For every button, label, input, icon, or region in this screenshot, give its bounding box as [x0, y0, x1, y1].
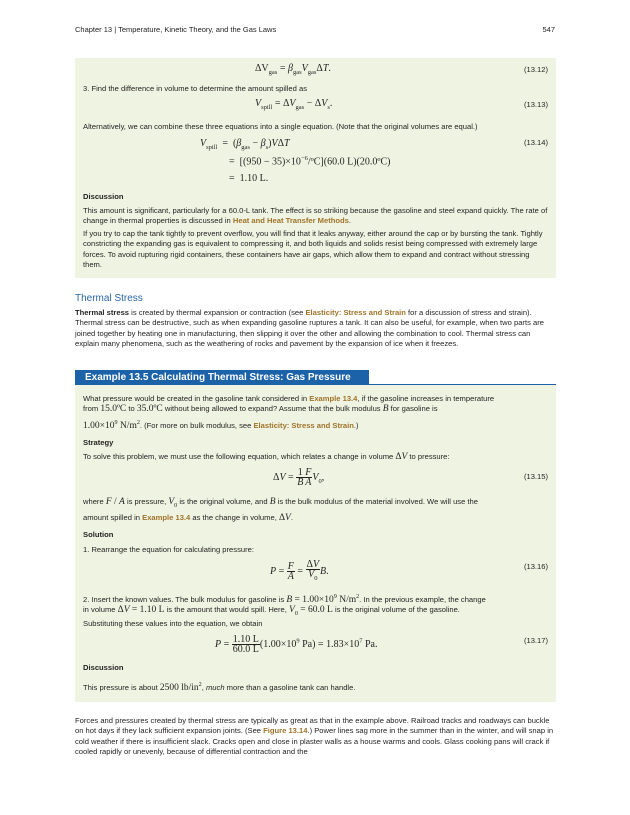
discussion-heading-2: Discussion — [83, 663, 124, 672]
step-3-text: 3. Find the difference in volume to determine the amount spilled as — [83, 84, 308, 93]
discussion-paragraph-1: This amount is significant, particularly for a 60.0-L tank. The effect is so striking because the gasoline and steel expand quickly. The rate of change in thermal properties is discussed in Heat and Heat Transfer Methods. — [83, 206, 548, 226]
eq-14-unit: /ºC — [307, 156, 321, 168]
alternative-text: Alternatively, we can combine these three equations into a single equation. (Note that the original volumes are equal.) — [83, 122, 478, 131]
equation-13-14-line-2: = $[(950 - 35)\times 10^{-6}/ºC](60.0$ L)(20.0ºC) — [229, 155, 391, 168]
chapter-header: Chapter 13 | Temperature, Kinetic Theory, and the Gas Laws — [75, 25, 277, 34]
where-line-2: amount spilled in Example 13.4 as the change in volume, ΔV. — [83, 513, 293, 523]
example-box — [75, 385, 556, 702]
equation-13-14-line-1: $V_{spill} = (\beta_{gas} - \beta_s)V\Delta T$ — [200, 138, 290, 151]
figure-13-14-link[interactable]: Figure 13.14 — [263, 726, 308, 736]
intro-c: without being allowed to expand? Assume that the bulk modulus — [164, 404, 381, 413]
intro-from: from — [83, 404, 99, 413]
elasticity-link[interactable]: Elasticity: Stress and Strain — [305, 308, 406, 317]
example-intro-line-3 — [83, 418, 549, 432]
example-title-bar: Example 13.5 Calculating Thermal Stress: Gas Pressure — [75, 370, 369, 385]
temp-2: 35.0ºC — [136, 404, 163, 414]
step-2-line-1: 2. Insert the known values. The bulk modulus for gasoline is $B = 1.00\times 10^9$ $N/m^2$. In the previous example, the change — [83, 594, 486, 606]
intro-f: .) — [353, 421, 359, 431]
example-intro-line-1 — [83, 394, 549, 404]
discussion-paragraph-3: This pressure is about 2500 $lb/in^2$, much more than a gasoline tank can handle. — [83, 682, 356, 694]
eq-14-values: (60.0 L)(20.0ºC) — [323, 156, 391, 168]
section-title-thermal-stress: Thermal Stress — [75, 293, 143, 304]
thermal-stress-term: Thermal stress — [75, 308, 130, 317]
step-2-line-3: Substituting these values into the equation, we obtain — [83, 619, 263, 628]
eq-14-exp: −6 — [300, 155, 308, 162]
step-2-line-2: in volume ΔV = 1.10 L is the amount that would spill. Here, $V_0 = 60.0$ L is the original volume of the gasoline. — [83, 605, 460, 617]
ts-text-b: for a discussion of stress and strain). Thermal stress can be destructive, such as when expanding gasoline ruptures a tank. It can also be useful, for example, when two parts are joined together by heating one in manufacturing, then slipping it over the other and allowing the combination to cool. Thermal stress can explain many phenomena, such as the weathering of rocks and pavement by the expansion of ice when it freezes. — [75, 308, 544, 349]
solution-heading: Solution — [83, 530, 114, 539]
bulk-value: $1.00\times 10^9$ $N/m^2$ — [83, 420, 140, 432]
where-line-1: where F / A is pressure, $V_0$ is the original volume, and B is the bulk modulus of the material involved. We will use the — [83, 497, 478, 509]
equation-number-13-12: (13.12) — [523, 65, 548, 74]
equation-number-13-15: (13.15) — [523, 472, 548, 481]
discussion-paragraph-2: If you try to cap the tank tightly to prevent overflow, you will find that it leaks anyway, either around the cap or by bursting the tank. Tightly constricting the expanding gas is equivalent to compressing it, and both liquids and solids resist being compressed with extremely large forces. To avoid rupturing rigid containers, these containers have air gaps, which allow them to expand and contract without stressing them. — [83, 229, 543, 270]
equation-number-13-14: (13.14) — [523, 138, 548, 147]
equation-13-15: ΔV = $\frac{1}{B}$ $\frac{F}{A}$ $V_0$, — [273, 467, 325, 488]
strategy-heading: Strategy — [83, 438, 114, 447]
equation-13-17: P = $\frac{1.10 L}{60.0 L}$ ($1.00\times 10^9$ $Pa) = 1.83\times 10^7$ Pa. — [215, 634, 378, 655]
intro-a: What pressure would be created in the gasoline tank considered in — [83, 394, 310, 403]
temp-1: 15.0ºC — [100, 404, 127, 414]
eq-14-factor: (950 − 35)×10 — [242, 156, 301, 168]
equation-13-14-line-3: = 1.10 L. — [229, 173, 269, 184]
discussion-heading-1: Discussion — [83, 192, 124, 201]
equation-number-13-17: (13.17) — [523, 636, 548, 645]
example-intro-line-2: from 15.0ºC to 35.0ºC without being allowed to expand? Assume that the bulk modulus B for gasoline is — [83, 404, 438, 414]
closing-paragraph: Forces and pressures created by thermal stress are typically as great as that in the example above. Railroad tracks and roadways can buckle on hot days if they lack sufficient expansion joints. (See Figure 13.14.) Power lines sag more in the summer than in the winter, and will snap in cold weather if there is insufficient slack. Cracks open and close in plaster walls as a house warms and cools. Glass cooking pans will crack if cooled rapidly or unevenly, because of differential contraction and the — [75, 716, 554, 757]
eq-14-result: 1.10 L. — [239, 173, 269, 184]
page-number: 547 — [542, 25, 555, 34]
intro-b: , if the gasoline increases in temperature — [357, 394, 495, 403]
equation-13-12: $\Delta V_{gas} = \beta_{gas}V_{gas}\Delta T$. — [255, 63, 331, 76]
intro-to: to — [128, 404, 135, 413]
equation-13-16: P = $\frac{F}{A}$ = $\frac{\Delta V}{V_0}$ B. — [270, 559, 329, 582]
discussion-p1-text: This amount is significant, particularly for a 60.0-L tank. The effect is so striking because the gasoline and steel expand quickly. The rate of change in thermal properties is discussed in — [83, 206, 548, 226]
thermal-stress-paragraph — [75, 308, 556, 350]
step-1-text: 1. Rearrange the equation for calculating pressure: — [83, 545, 254, 554]
strategy-text: To solve this problem, we must use the following equation, which relates a change in volume ΔV to pressure: — [83, 452, 450, 462]
equation-number-13-16: (13.16) — [523, 562, 548, 571]
equation-13-13: $V_{spill} = \Delta V_{gas} - \Delta V_s$. — [255, 98, 333, 111]
example-13-4-link[interactable]: Example 13.4 — [309, 394, 358, 403]
heat-transfer-link[interactable]: Heat and Heat Transfer Methods — [232, 216, 349, 226]
elasticity-link-2[interactable]: Elasticity: Stress and Strain — [253, 421, 354, 431]
intro-d: for gasoline is — [390, 404, 438, 413]
intro-e: . (For more on bulk modulus, see — [139, 421, 254, 431]
equation-number-13-13: (13.13) — [523, 100, 548, 109]
example-13-4-link-2[interactable]: Example 13.4 — [142, 513, 191, 522]
ts-text-a: is created by thermal expansion or contraction (see — [129, 308, 306, 317]
